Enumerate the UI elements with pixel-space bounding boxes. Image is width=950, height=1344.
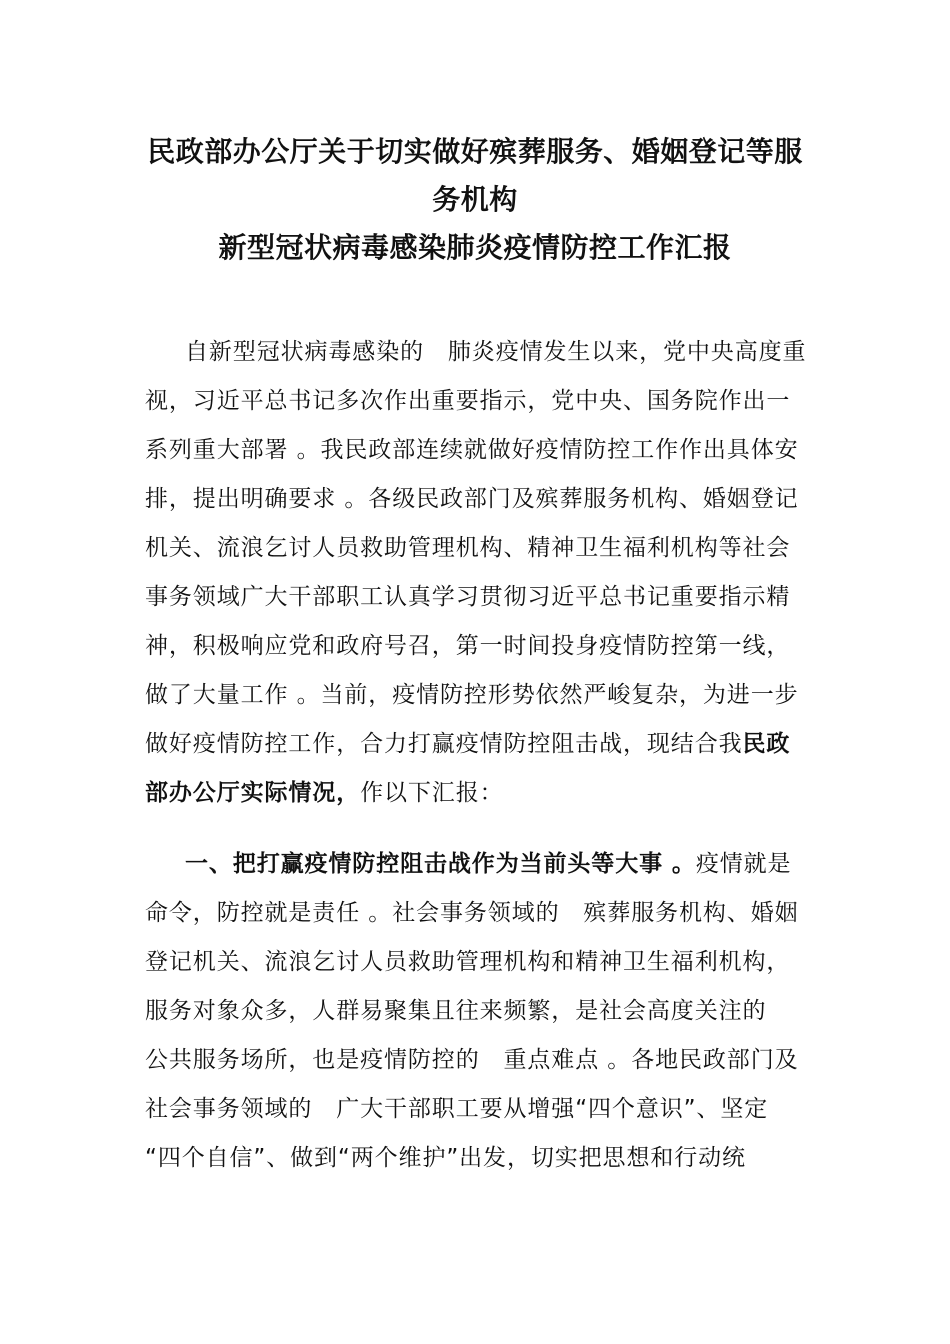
paragraph-line: “四个自信”、做到“两个维护”出发，切实把思想和行动统 [145,1145,746,1171]
paragraph-line: 视，习近平总书记多次作出重要指示，党中央、国务院作出一 [145,388,791,414]
paragraph-line: 系列重大部署 。我民政部连续就做好疫情防控工作作出具体安 [145,437,799,463]
paragraph-text: 作以下汇报： [360,780,504,806]
paragraph-line [145,769,810,818]
paragraph-text: 疫情就是 [695,851,792,877]
paragraph-line: 神，积极响应党和政府号召，第一时间投身疫情防控第一线， [145,633,791,659]
paragraph-line [145,840,810,889]
paragraph-line [145,720,810,769]
paragraph-line: 自新型冠状病毒感染的 肺炎疫情发生以来，党中央高度重 [185,339,807,365]
document-title [130,128,820,272]
paragraph-intro [145,328,810,818]
paragraph-line: 服务对象众多，人群易聚集且往来频繁，是社会高度关注的 [145,998,767,1024]
paragraph-line: 公共服务场所，也是疫情防控的 重点难点 。各地民政部门及 [145,1047,799,1073]
bold-text: 部办公厅实际情况， [145,780,361,806]
paragraph-line: 做了大量工作 。当前，疫情防控形势依然严峻复杂，为进一步 [145,682,799,708]
paragraph-section-one [145,840,810,1183]
section-heading: 一、把打赢疫情防控阻击战作为当前头等大事 。 [185,851,696,877]
paragraph-line: 命令，防控就是责任 。社会事务领域的 殡葬服务机构、婚姻 [145,900,799,926]
bold-text: 民政 [742,731,791,757]
paragraph-line: 登记机关、流浪乞讨人员救助管理机构和精神卫生福利机构， [145,949,791,975]
paragraph-line: 社会事务领域的 广大干部职工要从增强“四个意识”、坚定 [145,1096,769,1122]
paragraph-line: 机关、流浪乞讨人员救助管理机构、精神卫生福利机构等社会 [145,535,791,561]
paragraph-line: 事务领域广大干部职工认真学习贯彻习近平总书记重要指示精 [145,584,791,610]
title-line-2: 务机构 [432,183,518,216]
paragraph-text: 做好疫情防控工作，合力打赢疫情防控阻击战，现结合我 [145,731,743,757]
title-line-1: 民政部办公厅关于切实做好殡葬服务、婚姻登记等服 [147,135,803,168]
title-line-3: 新型冠状病毒感染肺炎疫情防控工作汇报 [218,231,732,264]
paragraph-line: 排，提出明确要求 。各级民政部门及殡葬服务机构、婚姻登记 [145,486,799,512]
